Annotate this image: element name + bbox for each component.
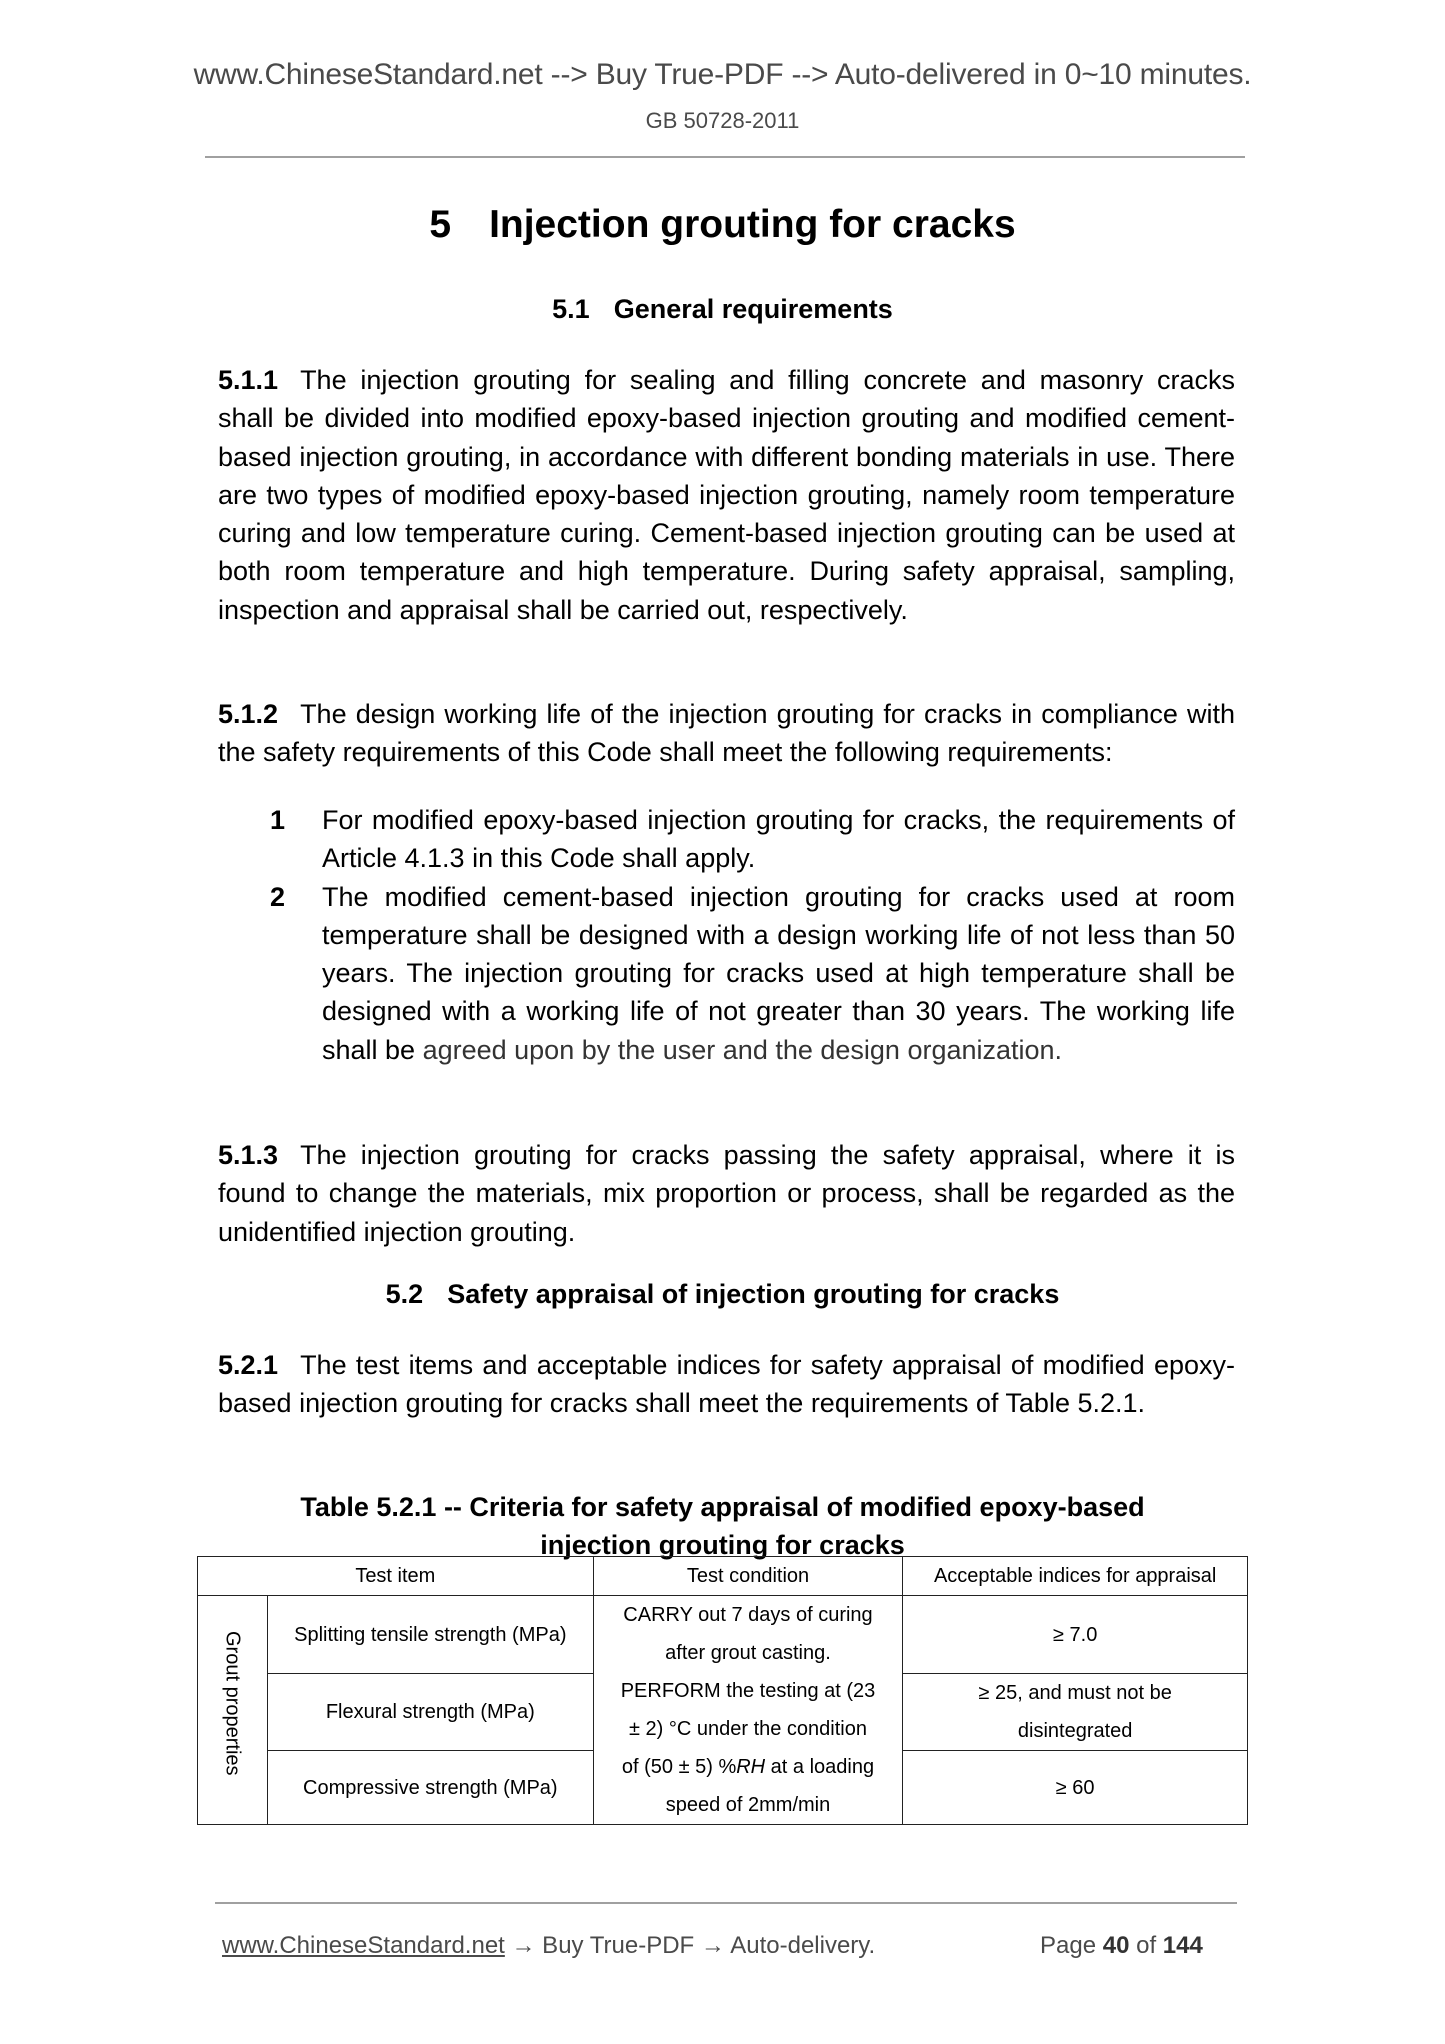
condition-text: at a loading	[765, 1756, 875, 1778]
condition-line: ± 2) °C under the condition	[628, 1718, 867, 1740]
footer-left	[222, 1932, 875, 1960]
section-title: General requirements	[613, 294, 893, 324]
acceptable-index: disintegrated	[1017, 1720, 1133, 1742]
test-condition-cell	[593, 1596, 903, 1825]
acceptable-index: ≥ 7.0	[1052, 1623, 1098, 1646]
test-item-cell: Splitting tensile strength (MPa)	[267, 1596, 593, 1674]
clause-number: 5.1.1	[218, 365, 279, 395]
header-test-item: Test item	[198, 1557, 594, 1596]
list-item-number: 1	[270, 805, 286, 835]
condition-line: speed of 2mm/min	[665, 1794, 831, 1816]
list-item	[218, 801, 1235, 878]
table-caption-line: injection grouting for cracks	[540, 1530, 905, 1560]
group-label: Grout properties	[221, 1631, 244, 1776]
clause-number: 5.1.2	[218, 699, 279, 729]
clause-number: 5.1.3	[218, 1140, 279, 1170]
test-item-cell: Flexural strength (MPa)	[267, 1674, 593, 1751]
list-item-text: The modified cement-based injection grouting for cracks used at room temperature shall be designed with a design working life of not less than 50 years. The injection grouting for cracks used at high temperature shall be designed with a working life of not greater than 30 years. The working life shall be	[322, 881, 1235, 1065]
table-row	[198, 1596, 1248, 1674]
footer-text: → Buy True-PDF → Auto-delivery.	[504, 1932, 876, 1959]
clause-text: The injection grouting for cracks passing the safety appraisal, where it is found to change the materials, mix proportion or process, shall be regarded as the unidentified injection grouting.	[218, 1140, 1235, 1247]
acceptable-index-cell	[903, 1596, 1248, 1674]
page-current: 40	[1102, 1932, 1130, 1959]
group-label-cell	[198, 1596, 268, 1825]
section-number: 5.2	[385, 1279, 424, 1309]
clause-5-1-2	[218, 695, 1235, 772]
clause-5-2-1	[218, 1346, 1235, 1423]
section-heading-5-1	[0, 294, 1445, 325]
chapter-title	[0, 203, 1445, 247]
table-caption-line: Table 5.2.1 -- Criteria for safety appraisal of modified epoxy-based	[300, 1492, 1145, 1522]
condition-text-italic: RH	[736, 1756, 766, 1778]
list-item	[218, 878, 1235, 1069]
test-item-cell: Compressive strength (MPa)	[267, 1751, 593, 1825]
header-acceptable-indices: Acceptable indices for appraisal	[903, 1557, 1248, 1596]
condition-line: CARRY out 7 days of curing	[623, 1604, 873, 1626]
clause-text: The design working life of the injection grouting for cracks in compliance with the safety requirements of this Code shall meet the following requirements:	[218, 699, 1235, 768]
acceptable-index: ≥ 25, and must not be	[978, 1682, 1172, 1704]
requirements-list	[218, 801, 1235, 1069]
header-divider	[205, 156, 1245, 158]
acceptable-index-cell	[903, 1674, 1248, 1751]
clause-text: The test items and acceptable indices for safety appraisal of modified epoxy-based injection grouting for cracks shall meet the requirements of Table 5.2.1.	[218, 1350, 1235, 1419]
section-number: 5.1	[552, 294, 590, 324]
table-caption	[0, 1488, 1445, 1564]
clause-5-1-3	[218, 1136, 1235, 1251]
clause-5-1-1	[218, 361, 1235, 629]
clause-number: 5.2.1	[218, 1350, 279, 1380]
table-header-row	[198, 1557, 1248, 1596]
chapter-number: 5	[429, 203, 452, 246]
condition-line	[600, 1748, 897, 1786]
footer-divider	[215, 1902, 1237, 1904]
acceptable-index: ≥ 60	[1055, 1776, 1095, 1799]
clause-text: The injection grouting for sealing and filling concrete and masonry cracks shall be divided into modified epoxy-based injection grouting and modified cement-based injection grouting, in accordance with different bonding materials in use. There are two types of modified epoxy-based injection grouting, namely room temperature curing and low temperature curing. Cement-based injection grouting can be used at both room temperature and high temperature. During safety appraisal, sampling, inspection and appraisal shall be carried out, respectively.	[218, 365, 1235, 625]
condition-text: of (50 ± 5) %	[621, 1756, 737, 1778]
list-item-text-continued: agreed upon by the user and the design organization.	[422, 1034, 1063, 1065]
chapter-title-text: Injection grouting for cracks	[489, 203, 1016, 246]
standard-code: GB 50728-2011	[645, 108, 800, 133]
footer-site-link[interactable]: www.ChineseStandard.net	[222, 1932, 505, 1959]
condition-line: PERFORM the testing at (23	[620, 1680, 876, 1702]
page-indicator	[1040, 1932, 1203, 1960]
list-item-number: 2	[270, 881, 286, 912]
page-of: of	[1129, 1932, 1163, 1959]
page-total: 144	[1162, 1932, 1203, 1959]
section-heading-5-2	[0, 1279, 1445, 1310]
list-item-text: For modified epoxy-based injection grouting for cracks, the requirements of Article 4.1.3 in this Code shall apply.	[322, 805, 1235, 874]
page-label: Page	[1040, 1932, 1103, 1959]
acceptable-index-cell	[903, 1751, 1248, 1825]
header-banner: www.ChineseStandard.net --> Buy True-PDF --> Auto-delivered in 0~10 minutes.	[193, 58, 1252, 91]
header-test-condition: Test condition	[593, 1557, 903, 1596]
section-title: Safety appraisal of injection grouting for cracks	[447, 1279, 1060, 1309]
condition-line: after grout casting.	[665, 1642, 831, 1664]
criteria-table	[197, 1556, 1248, 1825]
